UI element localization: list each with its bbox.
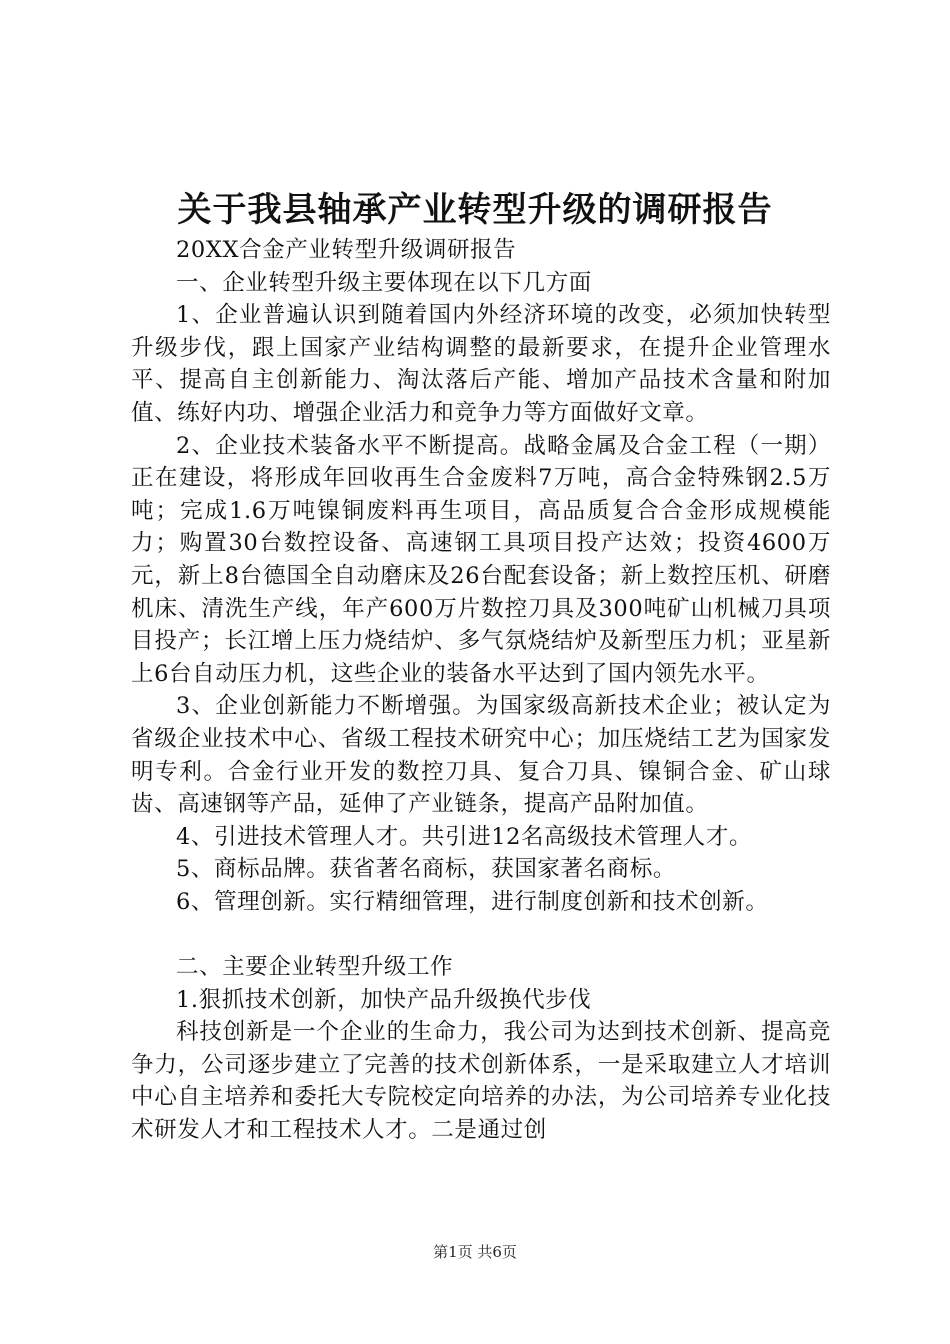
- paragraph-report-subtitle: 20XX合金产业转型升级调研报告: [176, 237, 517, 263]
- paragraph-item-3: 3、企业创新能力不断增强。为国家级高新技术企业；被认定为省级企业技术中心、省级工程技术研究中心；加压烧结工艺为国家发明专利。合金行业开发的数控刀具、复合刀具、镍铜合金、矿山球齿、高速钢等产品，延伸了产业链条，提高产品附加值。: [131, 693, 831, 818]
- document-title: 关于我县轴承产业转型升级的调研报告: [177, 190, 773, 230]
- paragraph-subsection-1-heading: 1.狠抓技术创新，加快产品升级换代步伐: [176, 986, 592, 1013]
- paragraph-item-6: 6、管理创新。实行精细管理，进行制度创新和技术创新。: [176, 888, 769, 915]
- paragraph-section-2-heading: 二、主要企业转型升级工作: [176, 954, 454, 981]
- paragraph-item-4: 4、引进技术管理人才。共引进12名高级技术管理人才。: [176, 823, 753, 850]
- paragraph-spacer: [131, 918, 831, 951]
- page-number-footer: 第1页 共6页: [433, 1243, 517, 1261]
- paragraph-item-1: 1、企业普遍认识到随着国内外经济环境的改变，必须加快转型升级步伐，跟上国家产业结构调整的最新要求，在提升企业管理水平、提高自主创新能力、淘汰落后产能、增加产品技术含量和附加值、练好内功、增强企业活力和竞争力等方面做好文章。: [131, 302, 831, 426]
- paragraph-item-2: 2、企业技术装备水平不断提高。战略金属及合金工程（一期）正在建设，将形成年回收再生合金废料7万吨，高合金特殊钢2.5万吨；完成1.6万吨镍铜废料再生项目，高品质复合合金形成规模能力；购置30台数控设备、高速钢工具项目投产达效；投资4600万元，新上8台德国全自动磨床及26台配套设备；新上数控压机、研磨机床、清洗生产线，年产600万片数控刀具及300吨矿山机械刀具项目投产；长江增上压力烧结炉、多气氛烧结炉及新型压力机；亚星新上6台自动压力机，这些企业的装备水平达到了国内领先水平。: [131, 432, 831, 687]
- document-body: [131, 234, 831, 1147]
- paragraph-tech-innovation: 科技创新是一个企业的生命力，我公司为达到技术创新、提高竞争力，公司逐步建立了完善的技术创新体系，一是采取建立人才培训中心自主培养和委托大专院校定向培养的办法，为公司培养专业化技术研发人才和工程技术人才。二是通过创: [131, 1019, 831, 1144]
- paragraph-item-5: 5、商标品牌。获省著名商标，获国家著名商标。: [176, 856, 677, 883]
- paragraph-section-1-heading: 一、企业转型升级主要体现在以下几方面: [176, 269, 592, 296]
